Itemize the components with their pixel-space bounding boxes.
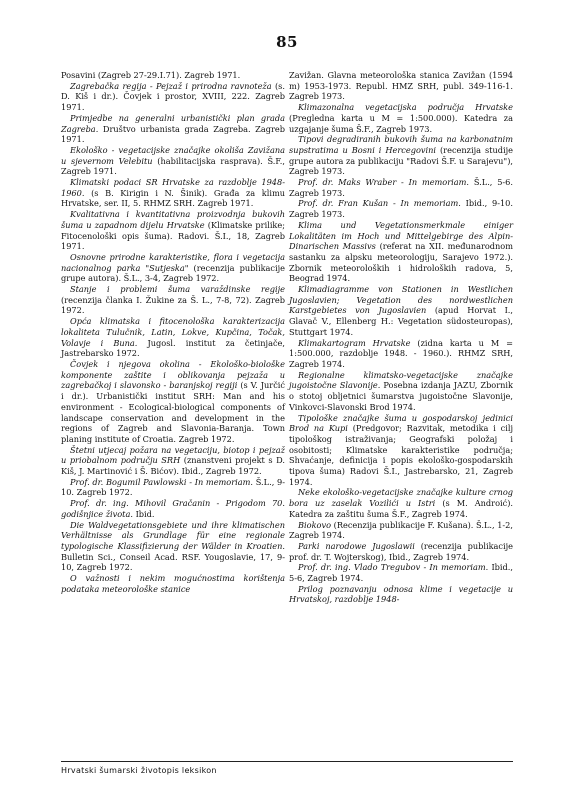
entry-title: Štetni utjecaj požara na vegetaciju, biotop i pejzaž u priobalnom području SRH <box>61 444 285 466</box>
bibliography-entry <box>289 284 513 338</box>
entry-details: Ibid., 5-6, Zagreb 1974. <box>289 562 513 584</box>
entry-details: Ibid., 9-10. Zagreb 1973. <box>289 198 513 220</box>
entry-details: (apud Horvat I., Glavač V., Ellenberg H.: Vegetation südosteuropas), Stuttgart 1974. <box>289 305 514 337</box>
entry-details: (s B. Kirigin i N. Šinik). Građa za klimu Hrvatske, ser. II, 5. RHMZ SRH. Zagreb 1971. <box>61 187 285 209</box>
bibliography-entry <box>61 359 285 445</box>
entry-details: (Predgovor; Razvitak, metodika i cilj tipološkog istraživanja; Geografski položaj i osobitosti; Klimatske karakteristike područja; Shvaćanje, definicija i popis ekološko-gospodarskih tipova šuma) Radovi Š.I., Jastrebarsko, 21, Zagreb 1974. <box>289 423 513 487</box>
bibliography-entry <box>61 81 285 113</box>
entry-title: Stanje i problemi šuma varaždinske regije <box>70 284 285 295</box>
entry-details: (recenzija publikacije prof. dr. T. Wojterskog), Ibid., Zagreb 1974. <box>289 540 513 562</box>
bibliography-entry <box>289 370 513 413</box>
entry-details: Društvo urbanista grada Zagreba. Zagreb 1971. <box>61 123 285 145</box>
entry-details: (referat na XII. međunarodnom sastanku za alpsku meteorologiju, Sarajevo 1972.). Zbornik meteoroloških i hidroloških radova, 5, Beograd 1974. <box>289 241 513 284</box>
bibliography-entry <box>61 113 285 145</box>
bibliography-entry <box>61 70 285 81</box>
entry-details: Bulletin Sci., Conseil Acad. RSF. Yougoslavie, 17, 9-10, Zagreb 1972. <box>61 551 285 573</box>
entry-details: (Klimatske prilike; Fitocenološki opis šuma). Radovi. Š.I., 18, Zagreb 1971. <box>61 219 285 252</box>
bibliography-entry <box>289 562 513 583</box>
bibliography-entry <box>289 102 513 134</box>
entry-title: Ekološko - vegetacijske značajke okoliša Zavižana u sjevernom Velebitu <box>61 144 285 166</box>
entry-title: Prof. dr. Bogumil Pawlowski - In memoriam. <box>70 476 254 487</box>
footer-rule <box>61 761 513 762</box>
entry-title: Tipološke značajke šuma u gospodarskoj jedinici Brod na Kupi <box>289 412 513 434</box>
entry-details: (recenzija članka I. Žukine za Š. L., 7-8, 72). Zagreb 1972. <box>61 294 285 316</box>
bibliography-entry <box>61 498 285 519</box>
bibliography-entry <box>61 477 285 498</box>
entry-details: (Recenzija publikacije F. Kušana). Š.L., 1-2, Zagreb 1974. <box>289 519 513 541</box>
entry-title: Klimadiagramme von Stationen in Westlichen Jugoslavien; Vegetation des nordwestlichen Karstgebietes von Jugoslavien <box>289 284 513 316</box>
entry-details: (recenzija studije grupe autora za publikaciju "Radovi Š.F. u Sarajevu"), Zagreb 1973. <box>289 144 513 177</box>
entry-title: Prof. dr. Fran Kušan - In memoriam. <box>298 198 461 209</box>
entry-details: Posavini (Zagreb 27-29.I.71). Zagreb 1971. <box>61 70 241 80</box>
bibliography-entry <box>61 252 285 284</box>
entry-title: Biokovo <box>298 519 332 530</box>
entry-details: (recenzija publikacije grupe autora). Š.L., 3-4, Zagreb 1972. <box>61 262 285 284</box>
bibliography-entry <box>289 487 513 519</box>
bibliography-entry <box>289 584 513 605</box>
bibliography-entry <box>61 209 285 252</box>
entry-title: Klimatski podaci SR Hrvatske za razdoblje 1948-1960. <box>61 177 285 198</box>
entry-title: O važnosti i nekim mogućnostima korištenja podataka meteorološke stanice <box>61 573 285 594</box>
entry-title: Zagrebačka regija - Pejzaž i prirodna ravnoteža <box>70 80 272 91</box>
entry-title: Primjedbe na generalni urbanistički plan grada Zagreba. <box>61 112 285 134</box>
entry-details: (habilitacijska rasprava). Š.F., Zagreb 1971. <box>61 155 286 177</box>
entry-title: Tipovi degradiranih bukovih šuma na karbonatnim supstratima u Bosni i Hercegovini <box>289 134 513 155</box>
bibliography-entry <box>289 541 513 562</box>
bibliography-entry <box>289 520 513 541</box>
footer-title: Hrvatski šumarski životopis leksikon <box>61 766 217 775</box>
entry-title: Klimazonalna vegetacijska područja Hrvatske <box>298 102 513 113</box>
entry-title: Kvalitativna i kvantitativna proizvodnja bukovih šuma u zapadnom dijelu Hrvatske <box>61 209 285 230</box>
bibliography-entry <box>289 177 513 198</box>
entry-details: Š.L., 9-10. Zagreb 1972. <box>61 476 285 498</box>
bibliography-entry <box>61 284 285 316</box>
bibliography-entry <box>61 573 285 594</box>
bibliography-entry <box>289 220 513 284</box>
entry-details: (Pregledna karta u M = 1:500.000). Katedra za uzgajanje šuma Š.F., Zagreb 1973. <box>289 112 513 134</box>
entry-title: Čovjek i njegova okolina - Ekološko-biološke komponente zaštite i oblikovanja pejzaža u zagrebačkoj i slavonsko - baranjskoj regiji <box>61 358 285 391</box>
entry-title: Prof. dr. ing. Vlado Tregubov - In memoriam. <box>298 562 489 573</box>
bibliography-entry <box>61 316 285 359</box>
bibliography-entry <box>61 145 285 177</box>
entry-title: Prilog poznavanju odnosa klime i vegetacije u Hrvatskoj, razdoblje 1948- <box>289 583 513 605</box>
entry-details: Jugosl. institut za četinjače, Jastrebarsko 1972. <box>61 337 285 359</box>
entry-title: Osnovne prirodne karakteristike, flora i vegetacija nacionalnog parka "Sutjeska" <box>61 251 285 273</box>
bibliography-entry <box>289 134 513 177</box>
left-column <box>61 70 285 594</box>
entry-title: Regionalne klimatsko-vegetacijske značajke jugoistočne Slavonije. <box>289 369 513 391</box>
bibliography-entry <box>289 198 513 219</box>
entry-details: Ibid. <box>132 508 155 519</box>
bibliography-entry <box>289 338 513 370</box>
entry-details: (znanstveni projekt s D. Kiš, J. Martinović i Š. Bićov). Ibid., Zagreb 1972. <box>61 455 285 477</box>
entry-title: Parki narodowe Jugoslawii <box>298 540 415 551</box>
entry-details: (s. D. Kiš i dr.). Čovjek i prostor, XVIII, 222. Zagreb 1971. <box>61 80 285 113</box>
bibliography-entry <box>61 520 285 574</box>
page-number: 85 <box>276 33 298 51</box>
bibliography-entry <box>61 177 285 209</box>
entry-title: Die Waldvegetationsgebiete und ihre klimatischen Verhältnisse als Grundlage für eine regionale typologische Klassifizierung der Wälder in Kroatien. <box>61 519 285 551</box>
entry-title: Prof. dr. Maks Wraber - In memoriam. <box>298 177 470 188</box>
entry-details: (zidna karta u M = 1:500.000, razdoblje 1948. - 1960.). RHMZ SRH, Zagreb 1974. <box>289 337 513 369</box>
entry-details: (s V. Jurčić i dr.). Urbanistički institut SRH: Man and his environment - Ecological-biological components of landscape conservation and development in the regions of Zagreb and Slavonia-Baranja. Town planing institute of Croatia. Zagreb 1972. <box>61 380 285 444</box>
entry-title: Neke ekološko-vegetacijske značajke kulture crnog bora uz zaselak Vozilići u Istri <box>289 487 513 509</box>
entry-details: Posebna izdanja JAZU, Zbornik o stotoj obljetnici šumarstva jugoistočne Slavonije, Vinkovci-Slavonski Brod 1974. <box>289 380 514 412</box>
entry-title: Prof. dr. ing. Mihovil Gračanin - Prigodom 70. godišnjice života. <box>61 498 285 519</box>
entry-details: (s M. Androić). Katedra za zaštitu šuma Š.F., Zagreb 1974. <box>289 498 513 519</box>
bibliography-entry <box>61 445 285 477</box>
right-column <box>289 70 513 605</box>
entry-title: Klimakartogram Hrvatske <box>298 337 411 348</box>
entry-details: Zavižan. Glavna meteorološka stanica Zavižan (1594 m) 1953-1973. Republ. HMZ SRH, publ. 349-116-1. Zagreb 1973. <box>289 70 513 102</box>
entry-details: Š.L., 5-6. Zagreb 1973. <box>289 177 513 198</box>
bibliography-entry <box>289 70 513 102</box>
bibliography-entry <box>289 413 513 488</box>
entry-title: Klima und Vegetationsmerkmale einiger Lokalitäten im Hoch und Mittelgebirge des Alpin-Dinarischen Massivs <box>289 219 513 252</box>
entry-title: Opća klimatska i fitocenološka karakterizacija lokaliteta Tulučnik, Latin, Lokve, Kupčina, Točak, Volavje i Buna. <box>61 316 285 348</box>
